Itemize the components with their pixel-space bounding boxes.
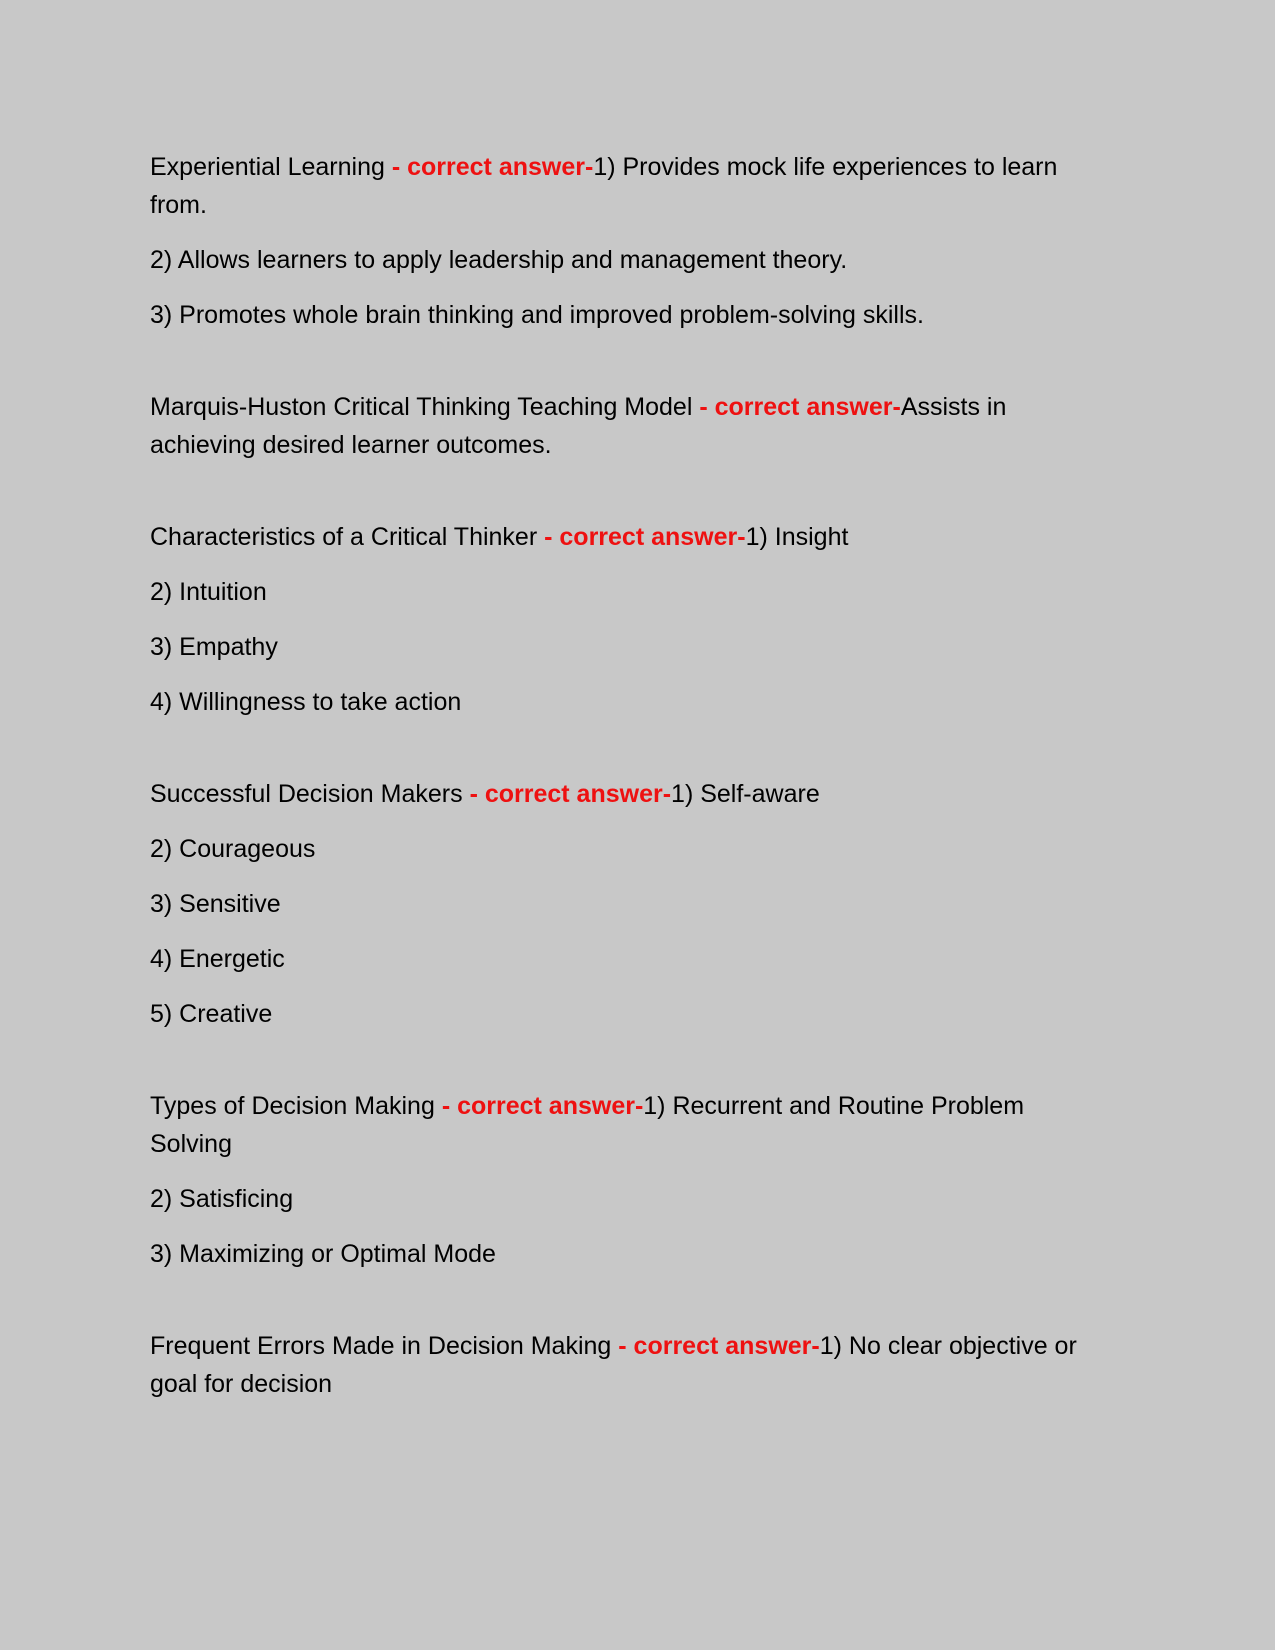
qa-first-line bbox=[150, 775, 1110, 813]
correct-answer-marker: - correct answer- bbox=[544, 523, 746, 551]
answer-list-item: 3) Empathy bbox=[150, 633, 278, 661]
answer-list-item: 4) Willingness to take action bbox=[150, 688, 462, 716]
answer-list-item: 4) Energetic bbox=[150, 945, 285, 973]
qa-first-line bbox=[150, 1087, 1110, 1163]
answer-list-item: 3) Maximizing or Optimal Mode bbox=[150, 1240, 496, 1268]
qa-entry bbox=[150, 1087, 1135, 1273]
answer-list-item: 3) Sensitive bbox=[150, 890, 281, 918]
answer-text: 1) Recurrent and Routine Problem Solving bbox=[150, 1092, 1025, 1158]
qa-entry bbox=[150, 388, 1135, 464]
answer-list-item: 2) Courageous bbox=[150, 835, 316, 863]
qa-entry bbox=[150, 775, 1135, 1033]
correct-answer-marker: - correct answer- bbox=[391, 153, 594, 181]
answer-list-item: 2) Allows learners to apply leadership and management theory. bbox=[150, 246, 848, 274]
answer-text: 1) No clear objective or goal for decision bbox=[150, 1332, 1077, 1398]
term-text: Types of Decision Making bbox=[150, 1092, 435, 1120]
correct-answer-marker: - correct answer- bbox=[441, 1092, 644, 1120]
term-text: Frequent Errors Made in Decision Making bbox=[150, 1332, 612, 1360]
qa-first-line bbox=[150, 518, 1110, 556]
term-text: Experiential Learning bbox=[150, 153, 385, 181]
answer-text: Assists in achieving desired learner outcomes. bbox=[150, 393, 1007, 459]
qa-first-line bbox=[150, 148, 1110, 224]
qa-entry bbox=[150, 148, 1135, 334]
correct-answer-marker: - correct answer- bbox=[699, 393, 901, 421]
qa-first-line bbox=[150, 1327, 1110, 1403]
term-text: Characteristics of a Critical Thinker bbox=[150, 523, 538, 551]
qa-entry bbox=[150, 518, 1135, 721]
correct-answer-marker: - correct answer- bbox=[469, 780, 672, 808]
term-text: Marquis-Huston Critical Thinking Teaching Model bbox=[150, 393, 693, 421]
term-text: Successful Decision Makers bbox=[150, 780, 463, 808]
answer-text: 1) Insight bbox=[745, 523, 849, 551]
answer-list-item: 2) Satisficing bbox=[150, 1185, 294, 1213]
answer-text: 1) Provides mock life experiences to learn from. bbox=[150, 153, 1058, 219]
qa-entry bbox=[150, 1327, 1135, 1403]
correct-answer-marker: - correct answer- bbox=[618, 1332, 820, 1360]
qa-first-line bbox=[150, 388, 1110, 464]
answer-text: 1) Self-aware bbox=[671, 780, 820, 808]
answer-list-item: 5) Creative bbox=[150, 1000, 273, 1028]
answer-list-item: 2) Intuition bbox=[150, 578, 267, 606]
answer-list-item: 3) Promotes whole brain thinking and improved problem-solving skills. bbox=[150, 301, 924, 329]
qa-entry-list bbox=[150, 148, 1135, 1403]
